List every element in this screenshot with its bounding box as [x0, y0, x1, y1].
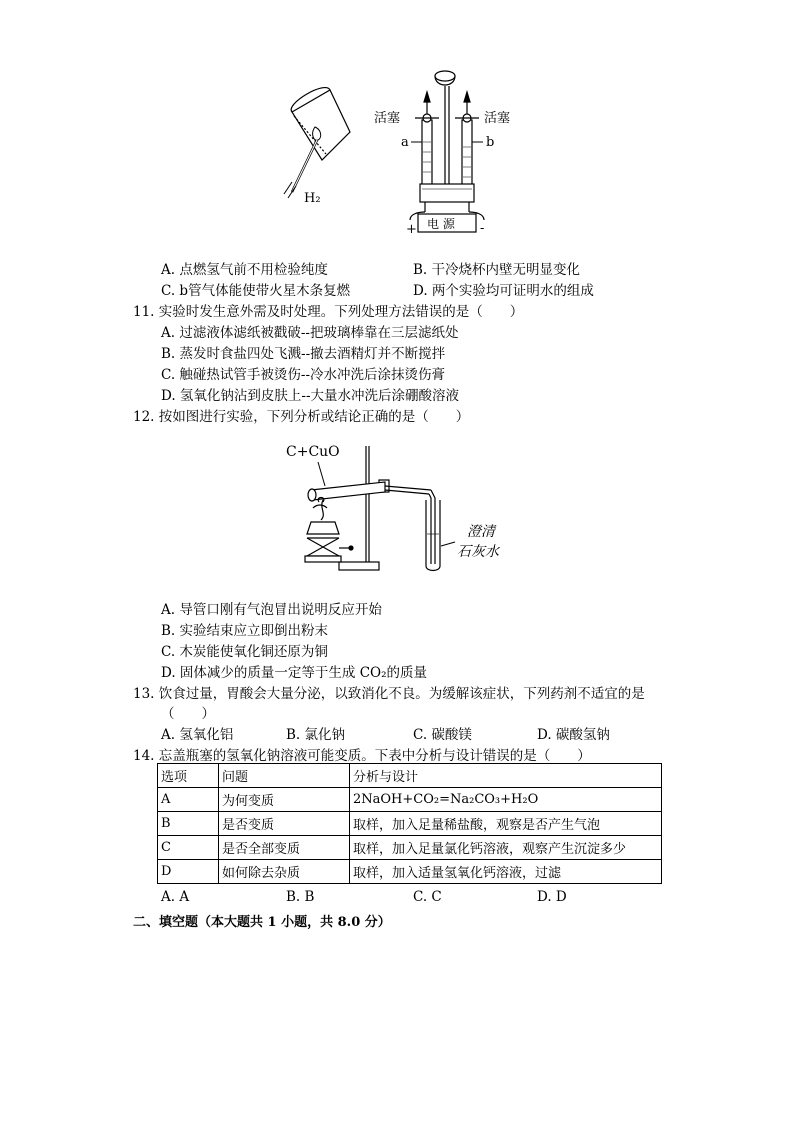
- table-cell: 是否变质: [219, 812, 350, 836]
- stopcock-right-label: 活塞: [484, 111, 511, 126]
- table-row: [158, 788, 662, 812]
- tube-b-label: b: [486, 135, 495, 150]
- table-header-cell: 分析与设计: [350, 764, 662, 788]
- q13-option-d: D. 碳酸氢钠: [537, 727, 610, 743]
- q11-option-a: A. 过滤液体滤纸被戳破--把玻璃棒靠在三层滤纸处: [161, 325, 459, 341]
- minus-label: -: [480, 221, 485, 236]
- q14-option-b: B. B: [286, 889, 315, 905]
- table-cell: 取样，加入足量氯化钙溶液，观察产生沉淀多少: [350, 836, 662, 860]
- table-cell: D: [158, 860, 219, 884]
- table-header-cell: 选项: [158, 764, 219, 788]
- table-row: [158, 812, 662, 836]
- q14-option-d: D. D: [537, 889, 567, 905]
- stopcock-left-label: 活塞: [374, 111, 401, 126]
- q13-option-b: B. 氯化钠: [286, 727, 346, 743]
- q12-option-d: D. 固体减少的质量一定等于生成 CO₂的质量: [161, 665, 428, 681]
- q12-stem: 12. 按如图进行实验，下列分析或结论正确的是（ ）: [133, 409, 470, 425]
- table-header-cell: 问题: [219, 764, 350, 788]
- q12-option-b: B. 实验结束应立即倒出粉末: [161, 623, 329, 639]
- plus-label: +: [406, 222, 417, 237]
- table-cell: A: [158, 788, 219, 812]
- limewater-label-1: 澄清: [467, 524, 495, 540]
- table-row: [158, 836, 662, 860]
- fig2-reactant-label: C+CuO: [286, 444, 340, 460]
- q10-option-b: B. 干冷烧杯内壁无明显变化: [413, 262, 581, 278]
- q11-option-c: C. 触碰热试管手被烫伤--冷水冲洗后涂抹烫伤膏: [161, 367, 446, 383]
- carbon-reduction-figure: [283, 438, 523, 578]
- q14-option-a: A. A: [161, 889, 190, 905]
- q11-stem: 11. 实验时发生意外需及时处理。下列处理方法错误的是（ ）: [133, 304, 524, 320]
- q12-option-a: A. 导管口刚有气泡冒出说明反应开始: [161, 602, 382, 618]
- table-cell: 取样，加入足量稀盐酸，观察是否产生气泡: [350, 812, 662, 836]
- table-cell: B: [158, 812, 219, 836]
- q13-stem-cont: （ ）: [161, 706, 215, 722]
- table-cell: 如何除去杂质: [219, 860, 350, 884]
- hydrogen-electrolysis-figure: [270, 62, 530, 240]
- q12-option-c: C. 木炭能使氧化铜还原为铜: [161, 644, 328, 660]
- q11-option-b: B. 蒸发时食盐四处飞溅--撤去酒精灯并不断搅拌: [161, 346, 446, 362]
- table-cell: 取样，加入适量氢氧化钙溶液，过滤: [350, 860, 662, 884]
- table-header-row: [158, 764, 662, 788]
- q13-option-c: C. 碳酸镁: [413, 727, 472, 743]
- q14-stem: 14. 忘盖瓶塞的氢氧化钠溶液可能变质。下表中分析与设计错误的是（ ）: [133, 748, 591, 764]
- section-fill-in-heading: 二、填空题（本大题共 1 小题，共 8.0 分）: [133, 915, 391, 930]
- q11-option-d: D. 氢氧化钠沾到皮肤上--大量水冲洗后涂硼酸溶液: [161, 388, 460, 404]
- power-label: 电 源: [427, 217, 455, 231]
- q10-option-c: C. b管气体能使带火星木条复燃: [161, 283, 351, 299]
- table-cell: 2NaOH+CO₂=Na₂CO₃+H₂O: [350, 788, 662, 812]
- h2-label: H₂: [304, 191, 321, 206]
- table-row: [158, 860, 662, 884]
- q10-option-a: A. 点燃氢气前不用检验纯度: [161, 262, 328, 278]
- table-cell: 是否全部变质: [219, 836, 350, 860]
- table-cell: 为何变质: [219, 788, 350, 812]
- q13-stem: 13. 饮食过量，胃酸会大量分泌，以致消化不良。为缓解该症状，下列药剂不适宜的是: [133, 686, 645, 702]
- q14-option-c: C. C: [413, 889, 442, 905]
- limewater-label-2: 石灰水: [457, 544, 499, 560]
- tube-a-label: a: [401, 135, 409, 150]
- q10-option-d: D. 两个实验均可证明水的组成: [413, 283, 594, 299]
- q14-table: [157, 763, 662, 884]
- table-cell: C: [158, 836, 219, 860]
- q13-option-a: A. 氢氧化铝: [161, 727, 234, 743]
- cold-beaker-icon: [291, 88, 350, 160]
